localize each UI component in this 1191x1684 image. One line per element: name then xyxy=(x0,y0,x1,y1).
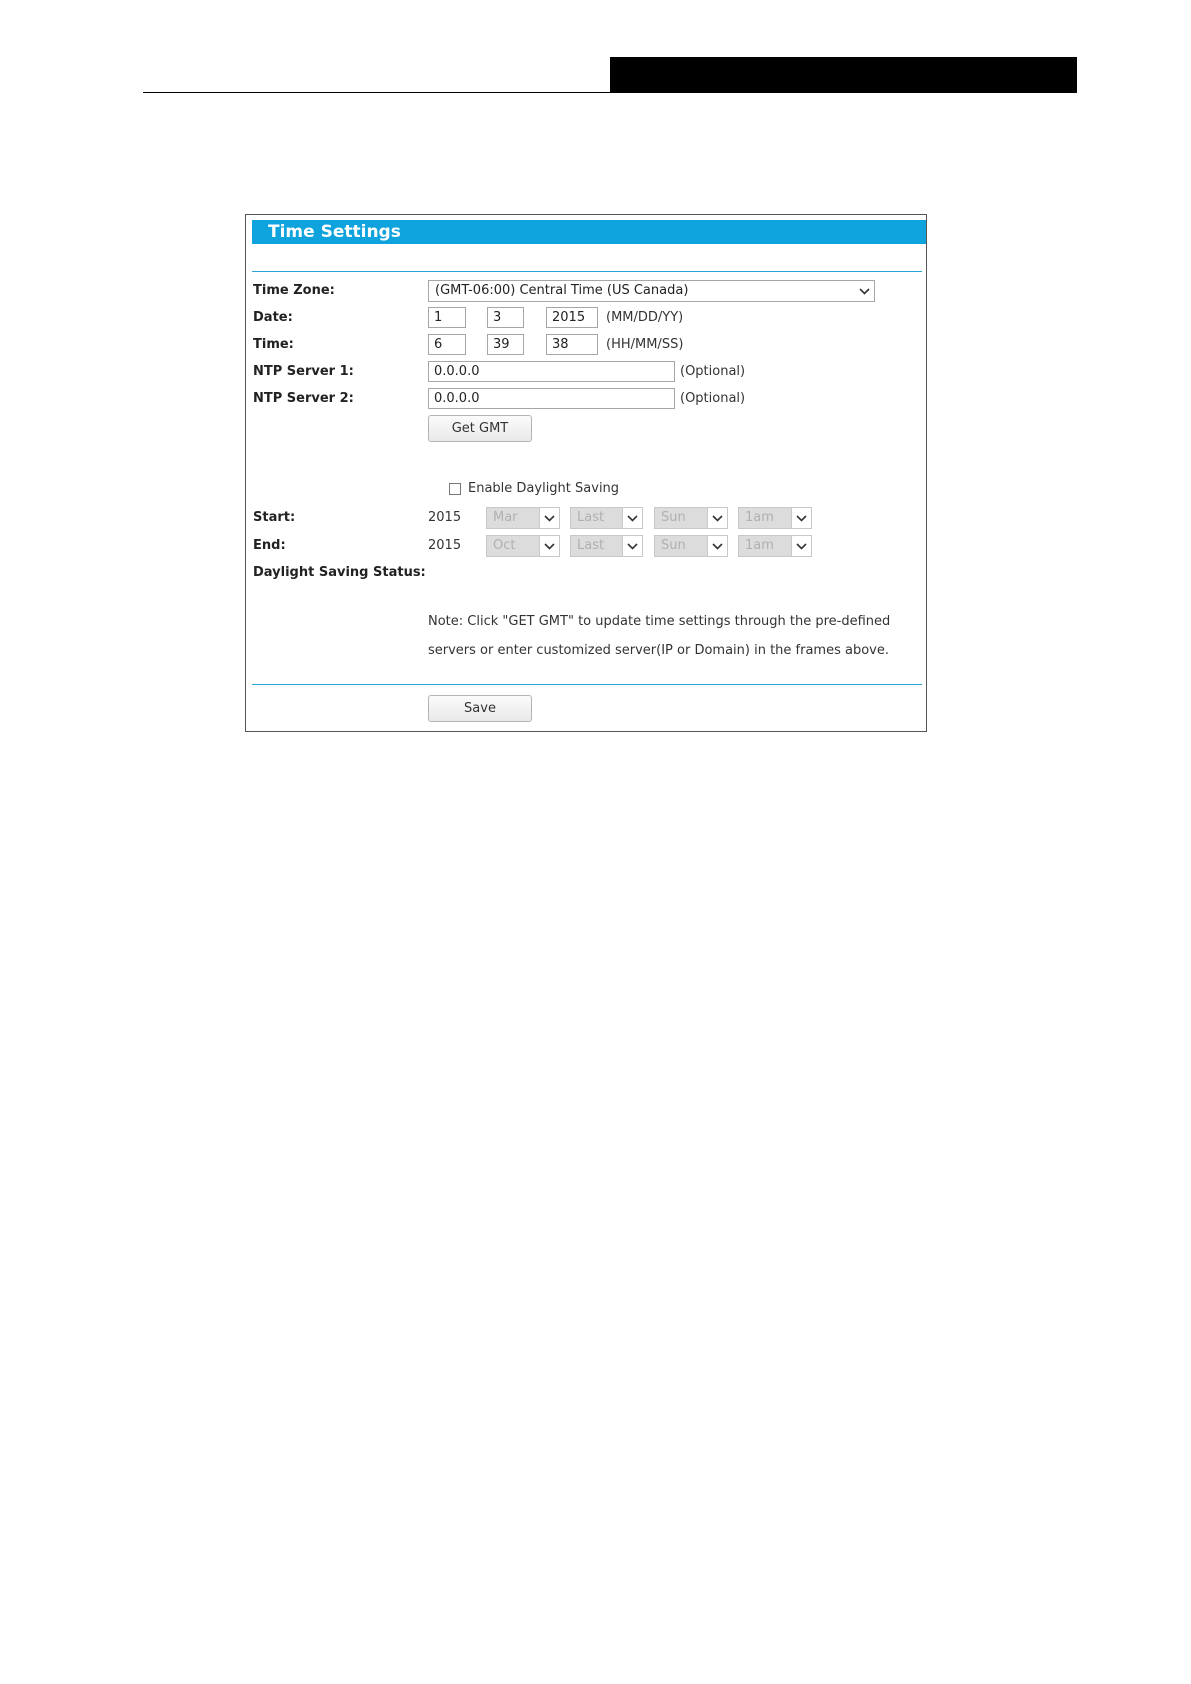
date-label: Date: xyxy=(253,310,293,325)
start-year: 2015 xyxy=(428,510,462,525)
chevron-down-icon xyxy=(791,536,811,556)
end-label: End: xyxy=(253,538,286,553)
end-month-select[interactable] xyxy=(486,535,560,557)
start-day-select[interactable] xyxy=(654,507,728,529)
ntp-server-2-hint: (Optional) xyxy=(680,391,746,406)
get-gmt-button[interactable]: Get GMT xyxy=(428,415,532,442)
start-month-value: Mar xyxy=(493,510,518,525)
enable-daylight-saving-label: Enable Daylight Saving xyxy=(468,481,620,496)
note-line-1: Note: Click "GET GMT" to update time settings through the pre-defined xyxy=(428,614,891,629)
ntp-server-2-input[interactable] xyxy=(428,388,675,409)
end-week-value: Last xyxy=(577,538,605,553)
end-day-value: Sun xyxy=(661,538,686,553)
time-zone-label: Time Zone: xyxy=(253,283,335,298)
end-month-value: Oct xyxy=(493,538,516,553)
start-hour-value: 1am xyxy=(745,510,774,525)
chevron-down-icon xyxy=(855,281,874,301)
time-minute-input[interactable] xyxy=(487,334,524,355)
save-button[interactable]: Save xyxy=(428,695,532,722)
top-divider xyxy=(252,271,922,272)
time-zone-value: (GMT-06:00) Central Time (US Canada) xyxy=(435,283,689,298)
chevron-down-icon xyxy=(707,508,727,528)
time-format-hint: (HH/MM/SS) xyxy=(606,337,684,352)
chevron-down-icon xyxy=(791,508,811,528)
end-hour-value: 1am xyxy=(745,538,774,553)
date-day-input[interactable] xyxy=(487,307,524,328)
chevron-down-icon xyxy=(707,536,727,556)
start-day-value: Sun xyxy=(661,510,686,525)
start-month-select[interactable] xyxy=(486,507,560,529)
enable-daylight-saving-checkbox[interactable] xyxy=(449,483,461,495)
start-week-value: Last xyxy=(577,510,605,525)
end-year: 2015 xyxy=(428,538,462,553)
time-settings-panel xyxy=(245,214,927,732)
end-week-select[interactable] xyxy=(570,535,643,557)
time-hour-input[interactable] xyxy=(428,334,466,355)
ntp-server-1-input[interactable] xyxy=(428,361,675,382)
start-hour-select[interactable] xyxy=(738,507,812,529)
bottom-divider xyxy=(252,684,922,685)
chevron-down-icon xyxy=(539,508,559,528)
panel-title: Time Settings xyxy=(252,220,926,244)
date-month-input[interactable] xyxy=(428,307,466,328)
chevron-down-icon xyxy=(622,536,642,556)
start-week-select[interactable] xyxy=(570,507,643,529)
end-day-select[interactable] xyxy=(654,535,728,557)
time-second-input[interactable] xyxy=(546,334,598,355)
ntp-server-1-label: NTP Server 1: xyxy=(253,364,354,379)
time-label: Time: xyxy=(253,337,294,352)
page-rule xyxy=(143,92,1077,93)
end-hour-select[interactable] xyxy=(738,535,812,557)
chevron-down-icon xyxy=(539,536,559,556)
time-zone-select[interactable] xyxy=(428,280,875,302)
date-format-hint: (MM/DD/YY) xyxy=(606,310,684,325)
date-year-input[interactable] xyxy=(546,307,598,328)
note-line-2: servers or enter customized server(IP or Domain) in the frames above. xyxy=(428,643,889,658)
ntp-server-2-label: NTP Server 2: xyxy=(253,391,354,406)
chevron-down-icon xyxy=(622,508,642,528)
start-label: Start: xyxy=(253,510,296,525)
daylight-saving-status-label: Daylight Saving Status: xyxy=(253,565,426,580)
header-bar xyxy=(610,57,1077,93)
ntp-server-1-hint: (Optional) xyxy=(680,364,746,379)
